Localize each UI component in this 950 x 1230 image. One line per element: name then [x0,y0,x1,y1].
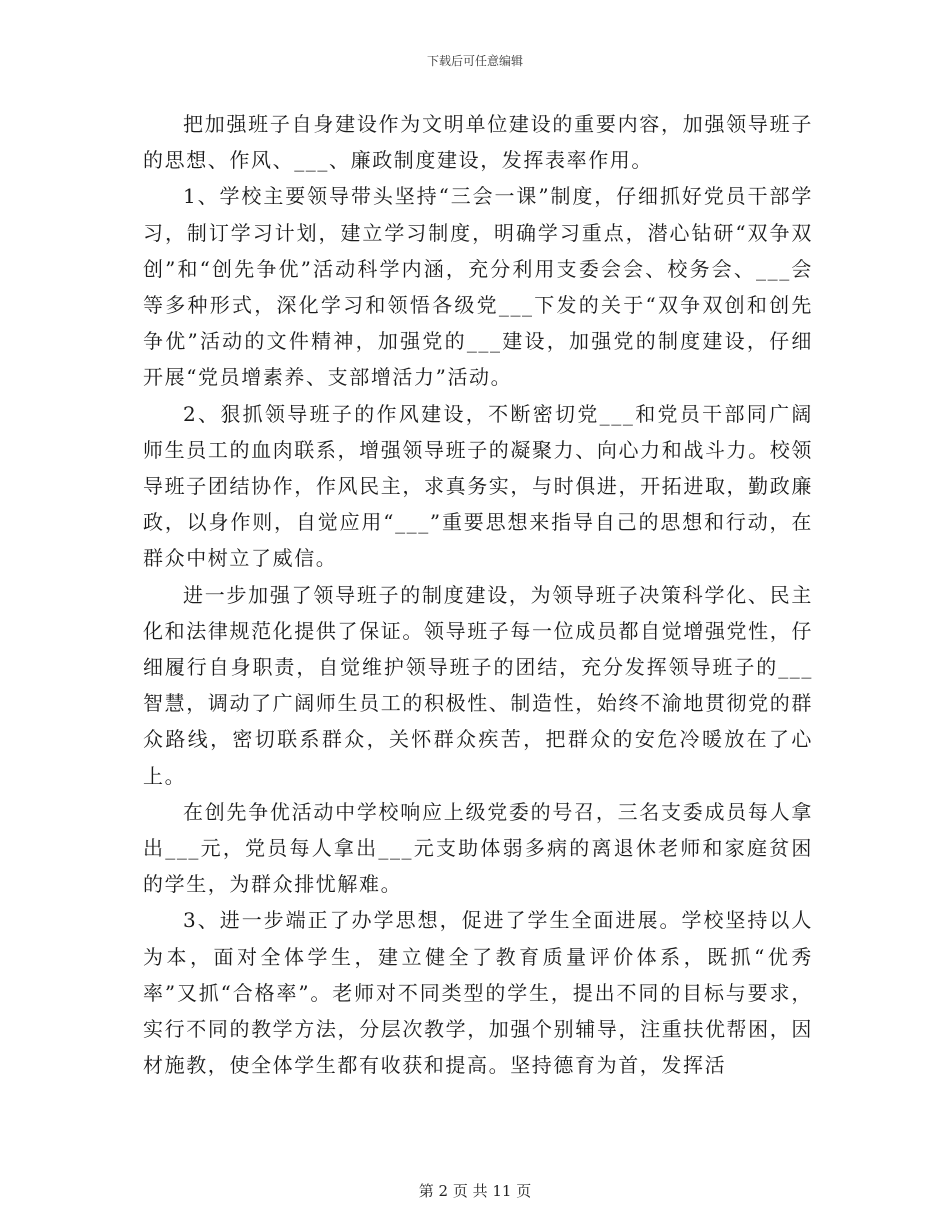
paragraph-3: 2、狠抓领导班子的作风建设，不断密切党___和党员干部同广阔师生员工的血肉联系，增强领导班子的凝聚力、向心力和战斗力。校领导班子团结协作，作风民主，求真务实，与时俱进，开拓进取，勤政廉政，以身作则，自觉应用“___”重要思想来指导自己的思想和行动，在群众中树立了威信。 [143,401,813,571]
page-number: 第 2 页 共 11 页 [418,1182,532,1200]
header-text: 下载后可任意编辑 [426,54,523,68]
paragraph-1: 把加强班子自身建设作为文明单位建设的重要内容，加强领导班子的思想、作风、___、廉政制度建设，发挥表率作用。 [143,112,813,173]
paragraph-6: 3、进一步端正了办学思想，促进了学生全面进展。学校坚持以人为本，面对全体学生，建立健全了教育质量评价体系，既抓“优秀率”又抓“合格率”。老师对不同类型的学生，提出不同的目标与要求，实行不同的教学方法，分层次教学，加强个别辅导，注重扶优帮困，因材施教，使全体学生都有收获和提高。坚持德育为首，发挥活 [143,908,813,1078]
paragraph-2: 1、学校主要领导带头坚持“三会一课”制度，仔细抓好党员干部学习，制订学习计划，建立学习制度，明确学习重点，潜心钻研“双争双创”和“创先争优”活动科学内涵，充分利用支委会会、校务会、___会等多种形式，深化学习和领悟各级党___下发的关于“双争双创和创先争优”活动的文件精神，加强党的___建设，加强党的制度建设，仔细开展“党员增素养、支部增活力”活动。 [143,184,813,390]
paragraph-5: 在创先争优活动中学校响应上级党委的号召，三名支委成员每人拿出___元，党员每人拿出___元支助体弱多病的离退休老师和家庭贫困的学生，为群众排忧解难。 [143,799,813,897]
page-header [0,52,950,69]
page-footer [0,1180,950,1201]
document-body [143,106,813,1083]
paragraph-4: 进一步加强了领导班子的制度建设，为领导班子决策科学化、民主化和法律规范化提供了保证。领导班子每一位成员都自觉增强党性，仔细履行自身职责，自觉维护领导班子的团结，充分发挥领导班子的___智慧，调动了广阔师生员工的积极性、制造性，始终不渝地贯彻党的群众路线，密切联系群众，关怀群众疾苦，把群众的安危冷暖放在了心上。 [143,582,813,788]
